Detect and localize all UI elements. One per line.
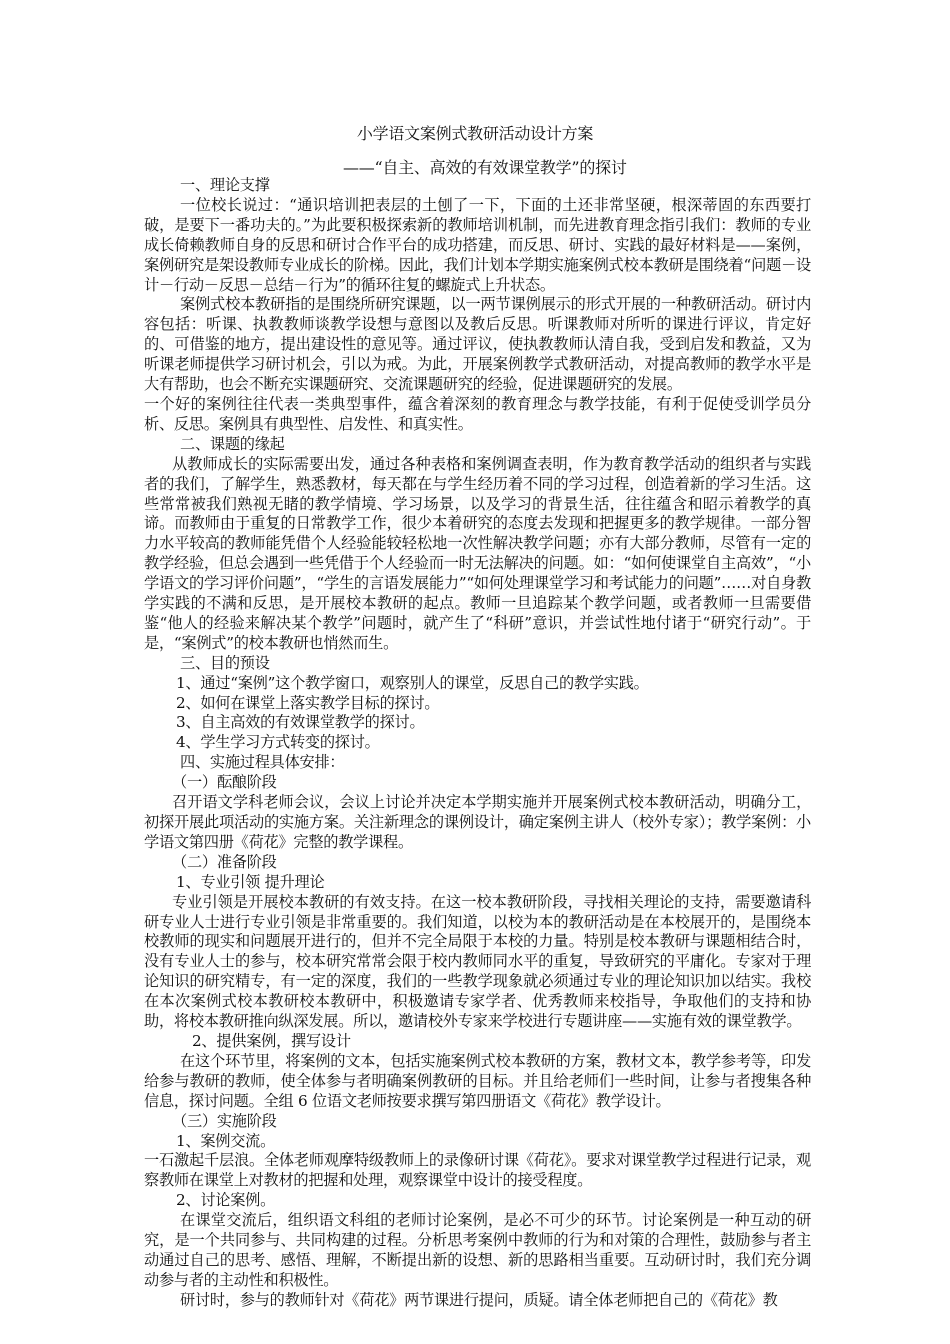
section-heading-process: 四、实施过程具体安排： (180, 753, 345, 772)
list-item: 1、专业引领 提升理论 (176, 872, 325, 891)
section-heading-goals: 三、目的预设 (180, 653, 270, 672)
list-item: 2、如何在课堂上落实教学目标的探讨。 (176, 693, 440, 712)
list-item: 1、案例交流。 (176, 1131, 276, 1150)
paragraph: 专业引领是开展校本教研的有效支持。在这一校本教研阶段，寻找相关理论的支持，需要邀请科研专业人士进行专业引领是非常重要的。我们知道，以校为本的教研活动是在本校展开的，是围绕本校教师的现实和问题展开进行的，但并不完全局限于本校的力量。特别是校本教研与课题相结合时，没有专业人士的参与，校本研究常常会限于校内教师同水平的重复，导致研究的平庸化。专家对于理论知识的研究精专，有一定的深度，我们的一些教学现象就必须通过专业的理论知识加以结实。我校在本次案例式校本教研校本教研中，积极邀请专家学者、优秀教师来校指导，争取他们的支持和协助，将校本教研推向纵深发展。所以，邀请校外专家来学校进行专题讲座——实施有效的课堂教学。 (144, 892, 811, 1031)
paragraph: 在这个环节里，将案例的文本，包括实施案例式校本教研的方案，教材文本，教学参考等，印发给参与教研的教师，使全体参与者明确案例教研的目标。并且给老师们一些时间，让参与者搜集各种信息，探讨问题。全组 6 位语文老师按要求撰写第四册语文《荷花》教学设计。 (144, 1051, 811, 1110)
paragraph: 召开语文学科老师会议，会议上讨论并决定本学期实施并开展案例式校本教研活动，明确分工，初探开展此项活动的实施方案。关注新理念的课例设计，确定案例主讲人（校外专家）；教学案例：小学语文第四册《荷花》完整的教学课程。 (144, 793, 811, 851)
paragraph: 研讨时，参与的教师针对《荷花》两节课进行提问，质疑。请全体老师把自己的《荷花》教 (180, 1290, 778, 1309)
subsection-heading: （二）准备阶段 (172, 852, 277, 871)
paragraph: 一个好的案例往往代表一类典型事件，蕴含着深刻的教育理念与教学技能，有利于促使受训学员分析、反思。案例具有典型性、启发性、和真实性。 (144, 394, 811, 433)
list-item: 4、学生学习方式转变的探讨。 (176, 733, 380, 752)
document-title: 小学语文案例式教研活动设计方案 (356, 124, 594, 143)
list-item: 2、提供案例，撰写设计 (192, 1031, 351, 1050)
document-subtitle: ——“自主、高效的有效课堂教学”的探讨 (343, 158, 627, 177)
subsection-heading: （一）酝酿阶段 (172, 773, 277, 792)
section-heading-theory: 一、理论支撑 (180, 176, 270, 194)
paragraph: 一位校长说过：“通识培训把表层的土刨了一下，下面的土还非常坚硬，根深蒂固的东西要打破，是要下一番功夫的。”为此要积极探索新的教师培训机制，而先进教育理念指引我们：教师的专业成长倚赖教师自身的反思和研讨合作平台的成功搭建，而反思、研讨、实践的最好材料是——案例，案例研究是架设教师专业成长的阶梯。因此，我们计划本学期实施案例式校本教研是围绕着“问题－设计－行动－反思－总结－行为”的循环往复的螺旋式上升状态。 (144, 195, 811, 294)
list-item: 2、讨论案例。 (176, 1191, 276, 1210)
paragraph: 从教师成长的实际需要出发，通过各种表格和案例调查表明，作为教育教学活动的组织者与实践者的我们，了解学生，熟悉教材，每天都在与学生经历着不同的学习过程，创造着新的学习生活。这些常常被我们熟视无睹的教学情境、学习场景，以及学习的背景生活，往往蕴含和昭示着教学的真谛。而教师由于重复的日常教学工作，很少本着研究的态度去发现和把握更多的教学规律。一部分智力水平较高的教师能凭借个人经验能较轻松地一次性解决教学问题；亦有大部分教师，尽管有一定的教学经验，但总会遇到一些凭借于个人经验而一时无法解决的问题。如：“如何使课堂自主高效”，“小学语文的学习评价问题”，“学生的言语发展能力”“如何处理课堂学习和考试能力的问题”……对自身教学实践的不满和反思，是开展校本教研的起点。教师一旦追踪某个教学问题，或者教师一旦需要借鉴“他人的经验来解决某个教学”问题时，就产生了“科研”意识，并尝试性地付诸于“研究行动”。于是，“案例式”的校本教研也悄然而生。 (144, 454, 811, 652)
document-body (144, 176, 811, 1311)
section-heading-origin: 二、课题的缘起 (180, 434, 285, 453)
list-item: 1、通过“案例”这个教学窗口，观察别人的课堂，反思自己的教学实践。 (176, 673, 649, 692)
list-item: 3、自主高效的有效课堂教学的探讨。 (176, 713, 425, 732)
paragraph: 一石激起千层浪。全体老师观摩特级教师上的录像研讨课《荷花》。要求对课堂教学过程进行记录，观察教师在课堂上对教材的把握和处理，观察课堂中设计的接受程度。 (144, 1151, 811, 1190)
subsection-heading: （三）实施阶段 (172, 1111, 277, 1130)
paragraph: 在课堂交流后，组织语文科组的老师讨论案例，是必不可少的环节。讨论案例是一种互动的研究，是一个共同参与、共同构建的过程。分析思考案例中教师的行为和对策的合理性，鼓励参与者主动通过自己的思考、感悟、理解，不断提出新的设想、新的思路相当重要。互动研讨时，我们充分调动参与者的主动性和积极性。 (144, 1211, 811, 1289)
paragraph: 案例式校本教研指的是围绕所研究课题，以一两节课例展示的形式开展的一种教研活动。研讨内容包括：听课、执教教师谈教学设想与意图以及教后反思。听课教师对所听的课进行评议，肯定好的、可借鉴的地方，提出建设性的意见等。通过评议，使执教教师认清自我，受到启发和教益，又为听课老师提供学习研讨机会，引以为戒。为此，开展案例教学式教研活动，对提高教师的教学水平是大有帮助，也会不断充实课题研究、交流课题研究的经验，促进课题研究的发展。 (144, 295, 811, 394)
